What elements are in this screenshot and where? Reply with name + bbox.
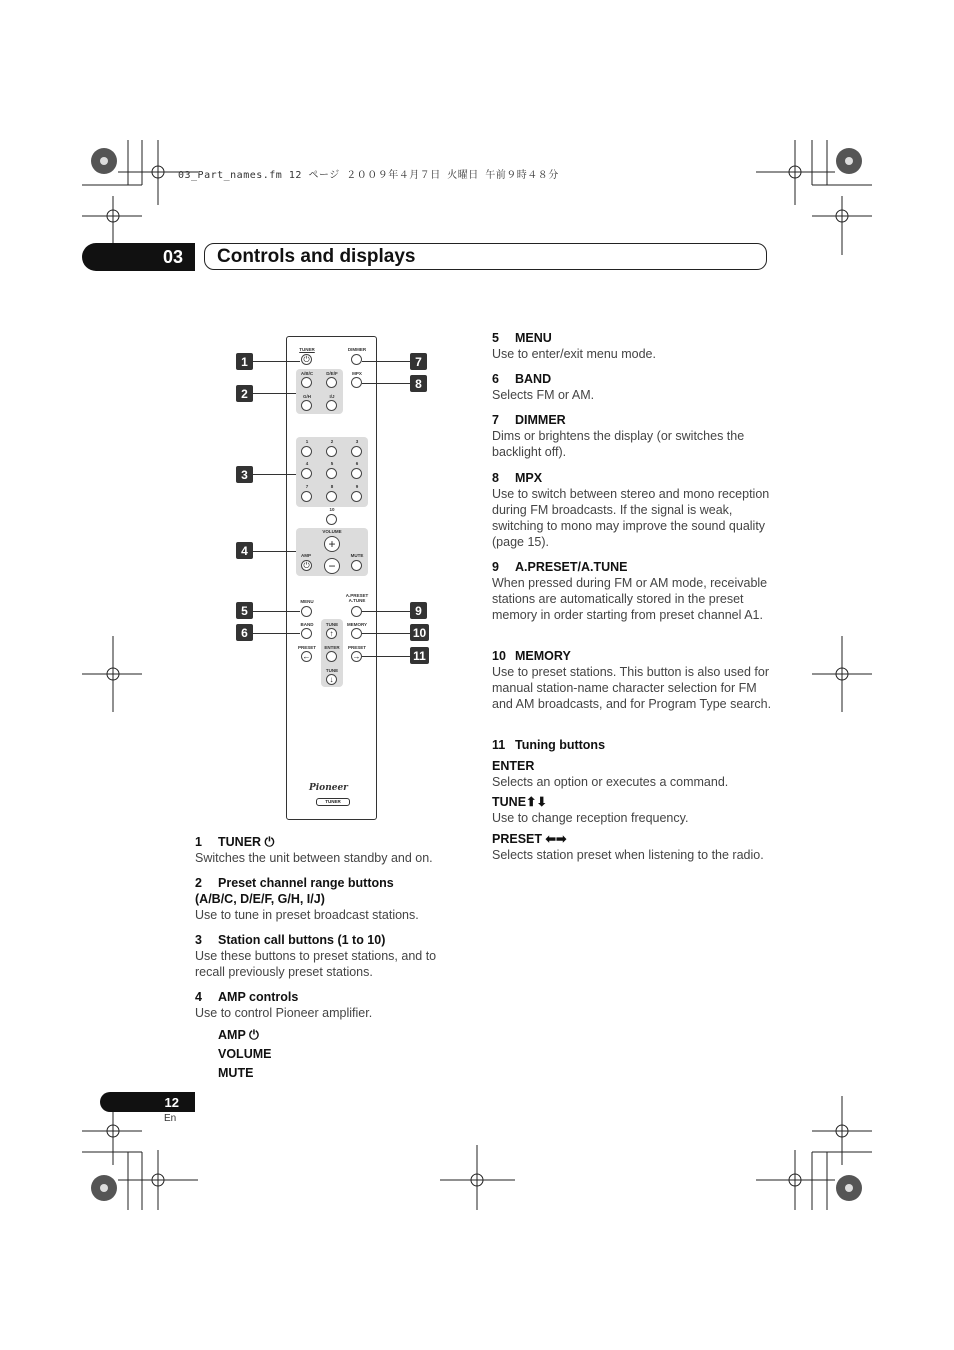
number-10-button (326, 514, 337, 525)
def-button (326, 377, 337, 388)
enter-label: ENTER (324, 645, 340, 650)
leader-line (362, 611, 410, 612)
item-title: Tuning buttons (515, 738, 606, 752)
tuning-preset (492, 831, 772, 863)
n2-label: 2 (330, 439, 334, 444)
chapter-number-tab (82, 243, 195, 271)
apreset-atune-button (351, 606, 362, 617)
band-button (301, 628, 312, 639)
gh-label: G/H (302, 394, 312, 399)
amp-subitem: MUTE (218, 1066, 254, 1080)
item-band (492, 371, 772, 403)
item-title: A.PRESET/A.TUNE (515, 560, 628, 574)
gh-button (301, 400, 312, 411)
item-number: 2 (195, 876, 202, 890)
abc-button (301, 377, 312, 388)
leader-line (362, 383, 410, 384)
number-5-button (326, 468, 337, 479)
item-desc: Use to tune in preset broadcast stations. (195, 908, 419, 922)
callout-7: 7 (410, 353, 427, 370)
leader-line (253, 551, 296, 552)
item-desc: Use to enter/exit menu mode. (492, 347, 656, 361)
item-number: 8 (492, 471, 499, 485)
abc-label: A/B/C (300, 371, 314, 376)
item-number: 5 (492, 331, 499, 345)
item-tuner (195, 834, 465, 866)
tuning-subitem-desc: Selects station preset when listening to the radio. (492, 848, 764, 862)
number-1-button (301, 446, 312, 457)
memory-button (351, 628, 362, 639)
callout-1: 1 (236, 353, 253, 370)
amp-power-button: ⏻ (301, 560, 312, 571)
item-desc: Use to switch between stereo and mono reception during FM broadcasts. If the signal is weak, switching to mono may improve the sound quality (page 15). (492, 487, 770, 549)
amp-subitem: VOLUME (218, 1047, 272, 1061)
leader-line (253, 393, 296, 394)
n7-label: 7 (305, 484, 309, 489)
n3-label: 3 (355, 439, 359, 444)
number-9-button (351, 491, 362, 502)
mute-button (351, 560, 362, 571)
leader-line (362, 633, 410, 634)
callout-6: 6 (236, 624, 253, 641)
callout-11: 11 (410, 647, 429, 664)
def-label: D/E/F (326, 371, 338, 376)
pioneer-logo: Pioneer (309, 783, 348, 793)
callout-4: 4 (236, 542, 253, 559)
item-desc: Dims or brightens the display (or switches the backlight off). (492, 429, 745, 459)
item-number: 6 (492, 372, 499, 386)
n9-label: 9 (355, 484, 359, 489)
tuner-power-button: ⏻ (301, 354, 312, 365)
n1-label: 1 (305, 439, 309, 444)
mute-label: MUTE (350, 553, 364, 558)
chapter-number: 03 (162, 246, 183, 267)
item-desc: Selects FM or AM. (492, 388, 595, 402)
leader-line (253, 361, 300, 362)
page-number: 12 (100, 1092, 195, 1112)
item-desc: Use to control Pioneer amplifier. (195, 1006, 373, 1020)
item-apreset (492, 559, 772, 623)
mpx-label: MPX (352, 371, 362, 376)
n4-label: 4 (305, 461, 309, 466)
ij-button (326, 400, 337, 411)
callout-10: 10 (410, 624, 429, 641)
tuning-tune (492, 794, 772, 826)
callout-9: 9 (410, 602, 427, 619)
mpx-button (351, 377, 362, 388)
item-title: Station call buttons (1 to 10) (218, 933, 386, 947)
number-7-button (301, 491, 312, 502)
item-title-cont: (A/B/C, D/E/F, G/H, I/J) (195, 892, 325, 906)
item-title: AMP controls (218, 990, 299, 1004)
number-8-button (326, 491, 337, 502)
item-desc: Use these buttons to preset stations, and to recall previously preset stations. (195, 949, 437, 979)
band-label: BAND (300, 622, 314, 627)
item-desc: Use to preset stations. This button is also used for manual station-name character selection for FM and AM broadcasts, and for Program Type search. (492, 665, 772, 711)
model-tag: TUNER (316, 798, 350, 806)
item-number: 3 (195, 933, 202, 947)
menu-label: MENU (300, 599, 314, 604)
amp-label: AMP (301, 553, 311, 558)
tune-down-button: ↓ (326, 674, 337, 685)
language-code: En (164, 1113, 177, 1124)
tuning-enter (492, 758, 772, 790)
tuning-subitem-desc: Selects an option or executes a command. (492, 775, 729, 789)
remote-control-illustration (286, 336, 377, 820)
item-dimmer (492, 412, 772, 460)
n10-label: 10 (329, 507, 335, 512)
number-4-button (301, 468, 312, 479)
tuning-subitem-title: ENTER (492, 759, 535, 773)
item-title: BAND (515, 372, 552, 386)
item-title: DIMMER (515, 413, 566, 427)
item-desc: Switches the unit between standby and on. (195, 851, 433, 865)
item-desc: When pressed during FM or AM mode, receivable stations are automatically stored in the preset memory in order starting from preset channel A1. (492, 576, 768, 622)
leader-line (362, 361, 410, 362)
item-menu (492, 330, 772, 362)
item-number: 1 (195, 835, 202, 849)
item-number: 10 (492, 649, 506, 663)
chapter-title: Controls and displays (204, 243, 767, 270)
item-number: 4 (195, 990, 202, 1004)
preset-left-button: ← (302, 652, 311, 661)
volume-up-button: + (324, 536, 340, 552)
number-6-button (351, 468, 362, 479)
preset-left-label: PRESET (297, 645, 317, 650)
leader-line (253, 611, 300, 612)
tune-up-button: ↑ (326, 628, 337, 639)
callout-3: 3 (236, 466, 253, 483)
dimmer-label: DIMMER (347, 347, 367, 352)
preset-right-button: → (352, 652, 361, 661)
item-tuning-buttons (492, 737, 772, 753)
item-preset-range (195, 875, 465, 923)
item-title: Preset channel range buttons (218, 876, 394, 890)
tuner-label: TUNER (299, 347, 315, 352)
number-3-button (351, 446, 362, 457)
item-amp-controls (195, 989, 465, 1021)
enter-button (326, 651, 337, 662)
amp-subitem: AMP ⏻ (218, 1028, 259, 1042)
callout-8: 8 (410, 375, 427, 392)
tuning-subitem-desc: Use to change reception frequency. (492, 811, 689, 825)
item-title: MEMORY (515, 649, 571, 663)
memory-label: MEMORY (346, 622, 368, 627)
item-title: MENU (515, 331, 552, 345)
callout-2: 2 (236, 385, 253, 402)
tuning-subitem-title: PRESET ⬅➡ (492, 832, 567, 846)
apreset-label: A.PRESET A.TUNE (345, 593, 369, 603)
item-mpx (492, 470, 772, 550)
amp-subitems (218, 1026, 418, 1083)
tuning-subitem-title: TUNE⬆⬇ (492, 795, 547, 809)
item-number: 9 (492, 560, 499, 574)
menu-button (301, 606, 312, 617)
leader-line (362, 656, 410, 657)
ij-label: I/J (329, 394, 335, 399)
n5-label: 5 (330, 461, 334, 466)
leader-line (253, 474, 296, 475)
item-number: 7 (492, 413, 499, 427)
item-memory (492, 648, 772, 712)
item-title: MPX (515, 471, 543, 485)
item-number: 11 (492, 738, 506, 752)
print-header: 03_Part_names.fm 12 ページ ２００９年４月７日 火曜日 午前９時４８分 (178, 170, 559, 181)
tune-up-label: TUNE (325, 622, 339, 627)
n8-label: 8 (330, 484, 334, 489)
dimmer-button (351, 354, 362, 365)
n6-label: 6 (355, 461, 359, 466)
volume-down-button: − (324, 558, 340, 574)
volume-label: VOLUME (322, 529, 342, 534)
leader-line (253, 633, 300, 634)
tune-down-label: TUNE (325, 668, 339, 673)
preset-right-label: PRESET (347, 645, 367, 650)
item-station-call (195, 932, 465, 980)
number-2-button (326, 446, 337, 457)
item-title: TUNER ⏻ (218, 835, 275, 849)
callout-5: 5 (236, 602, 253, 619)
